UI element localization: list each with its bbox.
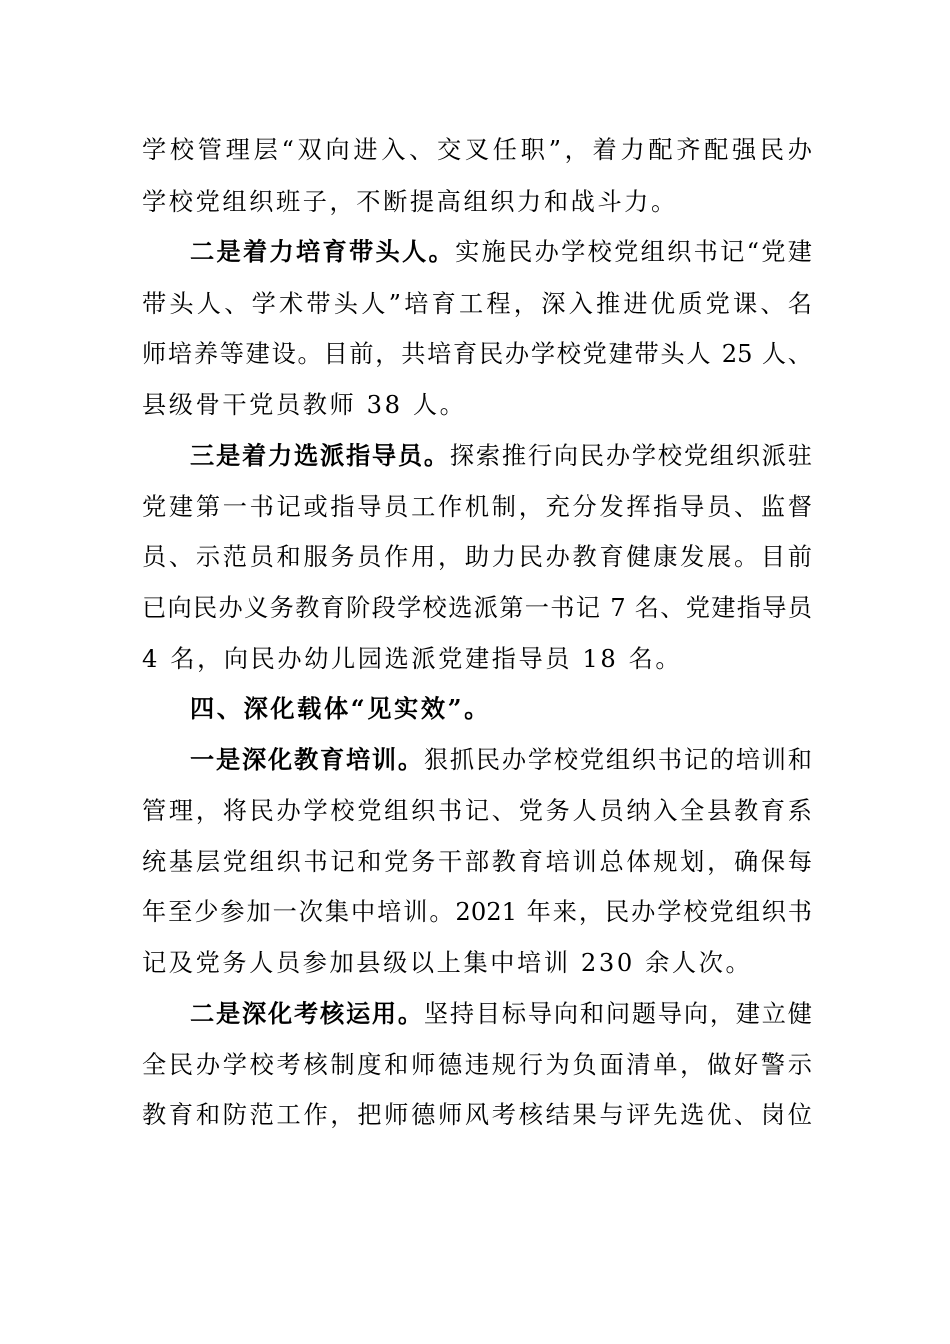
text-line [142,381,812,429]
line-text: 管理，将民办学校党组织书记、党务人员纳入全县教育系 [142,797,812,825]
line-text: 教育和防范工作，把师德师风考核结果与评先选优、岗位 [142,1101,812,1129]
paragraph-heading: 一是深化教育培训。 [190,745,424,774]
section-title: 四、深化载体“见实效”。 [190,694,491,723]
line-text: 统基层党组织书记和党务干部教育培训总体规划，确保每 [142,848,812,876]
line-text: 党建第一书记或指导员工作机制，充分发挥指导员、监督 [142,493,812,521]
line-text: 记及党务人员参加县级以上集中培训 230 余人次。 [142,949,753,977]
line-text: 学校党组织班子，不断提高组织力和战斗力。 [142,188,678,216]
text-line [142,888,812,936]
text-line [142,1091,812,1139]
text-line [142,533,812,581]
line-text: 带头人、学术带头人”培育工程，深入推进优质党课、名 [142,290,812,318]
line-text: 狠抓民办学校党组织书记的培训和 [423,746,812,774]
line-text: 县级骨干党员教师 38 人。 [142,391,467,419]
line-text: 年至少参加一次集中培训。2021 年来，民办学校党组织书 [142,898,812,926]
paragraph-first-line [190,736,812,784]
line-text: 探索推行向民办学校党组织派驻 [449,442,812,470]
line-text: 员、示范员和服务员作用，助力民办教育健康发展。目前 [142,543,812,571]
paragraph-heading: 二是深化考核运用。 [190,999,424,1028]
text-line [142,483,812,531]
text-line [142,635,812,683]
text-line [142,787,812,835]
paragraph-first-line [190,228,812,276]
text-line [142,939,812,987]
line-text: 师培养等建设。目前，共培育民办学校党建带头人 25 人、 [142,340,812,368]
line-text: 坚持目标导向和问题导向，建立健 [423,1000,812,1028]
text-line [142,178,812,226]
text-line [142,584,812,632]
paragraph-heading: 三是着力选派指导员。 [190,441,450,470]
text-line [142,280,812,328]
text-line [142,126,812,174]
text-line [142,330,812,378]
text-line [142,1041,812,1089]
text-line [142,838,812,886]
section-heading [190,685,812,733]
line-text: 实施民办学校党组织书记“党建 [455,238,812,266]
line-text: 已向民办义务教育阶段学校选派第一书记 7 名、党建指导员 [142,594,812,622]
line-text: 4 名，向民办幼儿园选派党建指导员 18 名。 [142,645,683,673]
paragraph-heading: 二是着力培育带头人。 [190,237,456,266]
paragraph-first-line [190,432,812,480]
line-text: 学校管理层“双向进入、交叉任职”，着力配齐配强民办 [142,136,812,164]
line-text: 全民办学校考核制度和师德违规行为负面清单，做好警示 [142,1051,812,1079]
paragraph-first-line [190,990,812,1038]
